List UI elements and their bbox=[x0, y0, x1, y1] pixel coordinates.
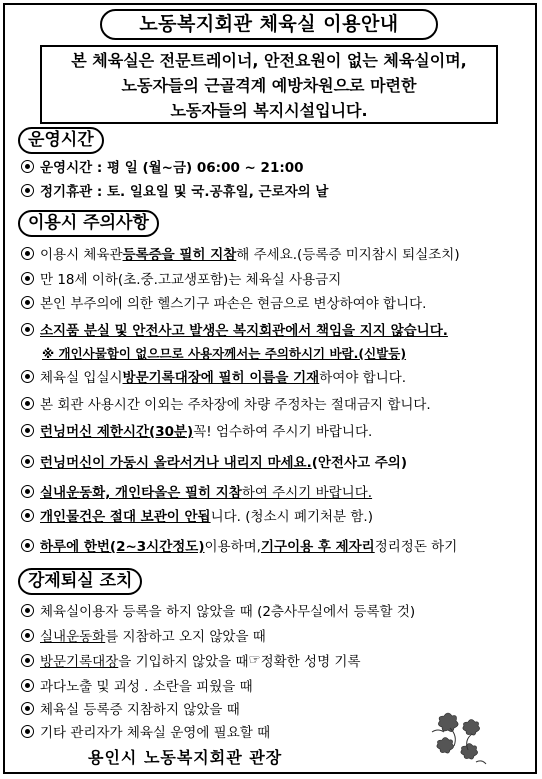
list-item: 하루에 한번(2~3시간정도) 이용하며, 기구이용 후 제자리 정리정돈 하기 bbox=[21, 535, 457, 555]
list-item: 이용시 체육관 등록증을 필히 지참 해 주세요.(등록증 미지참시 퇴실조치) bbox=[21, 243, 460, 263]
bullet-icon bbox=[21, 160, 34, 173]
list-item: 체육실 등록증 지참하지 않았을 때 bbox=[21, 698, 240, 718]
intro-line-1: 본 체육실은 전문트레이너, 안전요원이 없는 체육실이며, bbox=[71, 51, 467, 70]
bullet-icon bbox=[21, 323, 34, 336]
list-item: 만 18세 이하(초.중.고교생포함)는 체육실 사용금지 bbox=[21, 268, 341, 288]
bullet-icon bbox=[21, 184, 34, 197]
bullet-icon bbox=[21, 370, 34, 383]
list-item: 방문기록대장 을 기입하지 않았을 때 ☞ 정확한 성명 기록 bbox=[21, 650, 360, 670]
signature: 용인시 노동복지회관 관장 bbox=[88, 748, 283, 767]
bullet-icon bbox=[21, 604, 34, 617]
bullet-icon bbox=[21, 679, 34, 692]
list-item: 소지품 분실 및 안전사고 발생은 복지회관에서 책임을 지지 않습니다. bbox=[21, 319, 448, 339]
bullet-icon bbox=[21, 397, 34, 410]
bullet-icon bbox=[21, 539, 34, 552]
flower-decoration-icon bbox=[424, 706, 492, 768]
bullet-icon bbox=[21, 247, 34, 260]
bullet-icon bbox=[21, 654, 34, 667]
section-heading-cautions: 이용시 주의사항 bbox=[18, 210, 159, 237]
list-item: 본인 부주의에 의한 헬스기구 파손은 현금으로 변상하여야 합니다. bbox=[21, 292, 426, 312]
list-item: 본 회관 사용시간 이외는 주차장에 차량 주정차는 절대금지 합니다. bbox=[21, 393, 431, 413]
bullet-icon bbox=[21, 702, 34, 715]
list-item: 실내운동화, 개인타올은 필히 지참 하여 주시기 바랍니다. bbox=[21, 481, 372, 501]
bullet-icon bbox=[21, 725, 34, 738]
section-heading-expulsion: 강제퇴실 조치 bbox=[18, 568, 142, 595]
list-item: 운영시간 : 평 일 (월~금) 06:00 ~ 21:00 bbox=[21, 156, 304, 176]
pointing-hand-icon: ☞ bbox=[248, 652, 261, 668]
locker-note: ※ 개인사물함이 없으므로 사용자께서는 주의하시기 바람.(신발등) bbox=[42, 346, 407, 361]
bullet-icon bbox=[21, 424, 34, 437]
bullet-icon bbox=[21, 455, 34, 468]
list-item: 체육실이용자 등록을 하지 않았을 때 (2층사무실에서 등록할 것) bbox=[21, 600, 415, 620]
list-item: 체육실 입실시 방문기록대장에 필히 이름을 기재 하여야 합니다. bbox=[21, 366, 406, 386]
bullet-icon bbox=[21, 629, 34, 642]
list-item: 런닝머신 제한시간(30분) 꼭! 엄수하여 주시기 바랍니다. bbox=[21, 420, 372, 440]
section-heading-operation: 운영시간 bbox=[18, 127, 104, 154]
list-item: 기타 관리자가 체육실 운영에 필요할 때 bbox=[21, 721, 270, 741]
bullet-icon bbox=[21, 509, 34, 522]
list-item: 과다노출 및 괴성 . 소란을 피웠을 때 bbox=[21, 675, 253, 695]
list-item: 런닝머신이 가동시 올라서거나 내리지 마세요. (안전사고 주의) bbox=[21, 451, 407, 471]
intro-box bbox=[40, 45, 498, 124]
bullet-icon bbox=[21, 272, 34, 285]
page-title: 노동복지회관 체육실 이용안내 bbox=[100, 9, 438, 40]
list-item: 실내운동화 를 지참하고 오지 않았을 때 bbox=[21, 625, 266, 645]
bullet-icon bbox=[21, 485, 34, 498]
bullet-icon bbox=[21, 296, 34, 309]
intro-line-3: 노동자들의 복지시설입니다. bbox=[170, 101, 368, 120]
list-item: 개인물건은 절대 보관이 안됩 니다. (청소시 폐기처분 함.) bbox=[21, 505, 373, 525]
list-item: 정기휴관 : 토. 일요일 및 국.공휴일, 근로자의 날 bbox=[21, 180, 328, 200]
intro-line-2: 노동자들의 근골격계 예방차원으로 마련한 bbox=[121, 76, 417, 95]
